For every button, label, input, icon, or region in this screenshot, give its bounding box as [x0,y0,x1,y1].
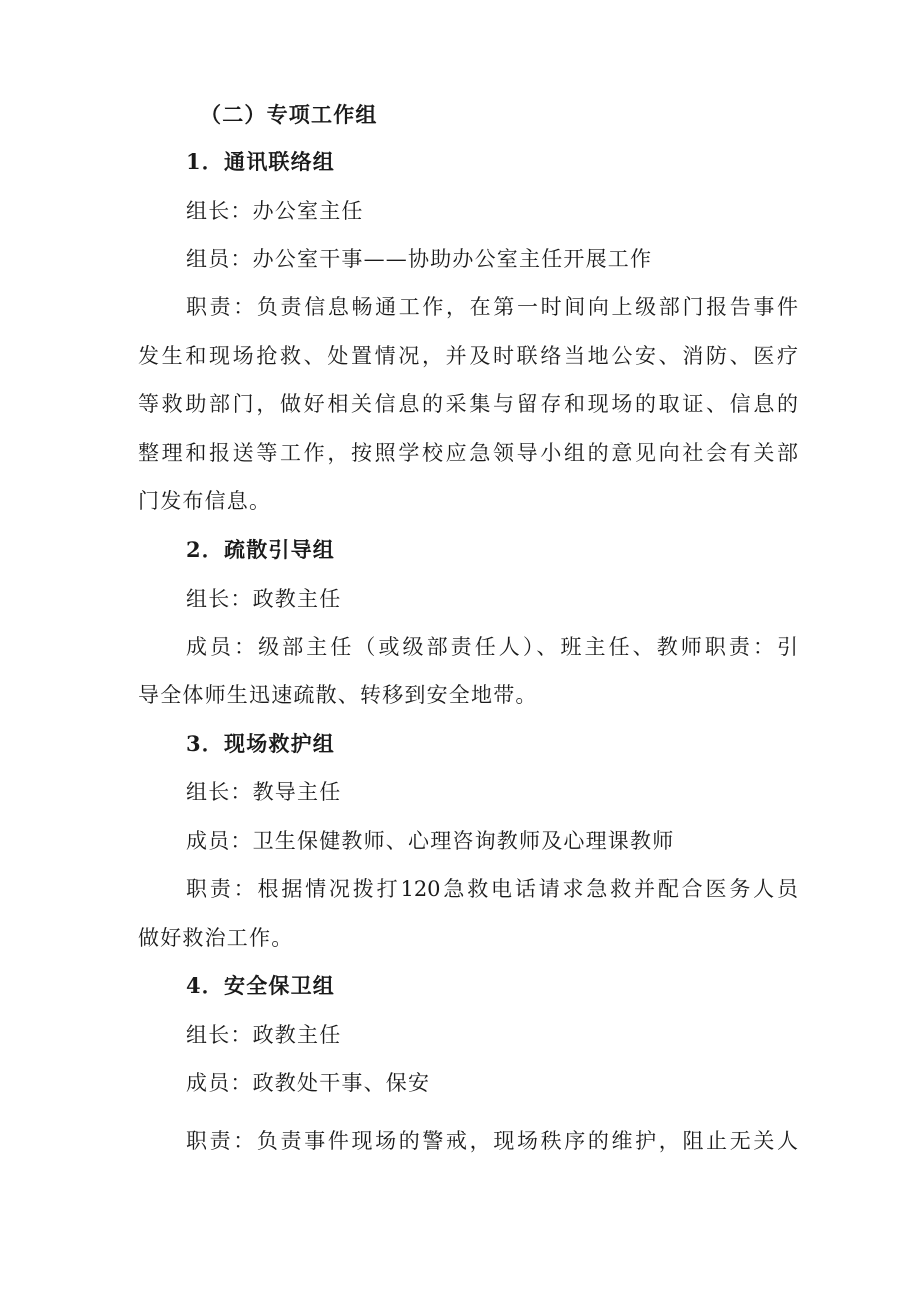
group-3-duty-line: 做好救治工作。 [138,926,294,950]
group-1-leader: 组长：办公室主任 [186,199,364,223]
group-3-heading: 3．现场救护组 [186,731,336,756]
section-title: （二）专项工作组 [200,102,378,127]
group-3-duty-line: 职责：根据情况拨打120急救电话请求急救并配合医务人员 [186,877,798,901]
group-4-members: 成员：政教处干事、保安 [186,1071,431,1095]
group-1-duty-line: 整理和报送等工作，按照学校应急领导小组的意见向社会有关部 [138,441,798,465]
group-4-duty-line: 职责：负责事件现场的警戒，现场秩序的维护，阻止无关人 [186,1129,798,1153]
group-3-leader: 组长：教导主任 [186,780,342,804]
group-4-leader: 组长：政教主任 [186,1023,342,1047]
group-3-members: 成员：卫生保健教师、心理咨询教师及心理课教师 [186,829,675,853]
group-4-heading: 4．安全保卫组 [186,973,336,998]
group-1-members: 组员：办公室干事——协助办公室主任开展工作 [186,247,653,271]
group-2-members-line: 导全体师生迅速疏散、转移到安全地带。 [138,683,538,707]
group-2-leader: 组长：政教主任 [186,587,342,611]
group-1-duty-line: 发生和现场抢救、处置情况，并及时联络当地公安、消防、医疗 [138,344,798,368]
group-1-heading: 1．通讯联络组 [186,149,336,174]
group-1-duty-line: 门发布信息。 [138,489,272,513]
group-2-members-line: 成员：级部主任（或级部责任人）、班主任、教师职责：引 [186,635,798,659]
group-1-duty-line: 职责：负责信息畅通工作，在第一时间向上级部门报告事件 [186,295,798,319]
group-1-duty-line: 等救助部门，做好相关信息的采集与留存和现场的取证、信息的 [138,392,798,416]
group-2-heading: 2．疏散引导组 [186,537,336,562]
